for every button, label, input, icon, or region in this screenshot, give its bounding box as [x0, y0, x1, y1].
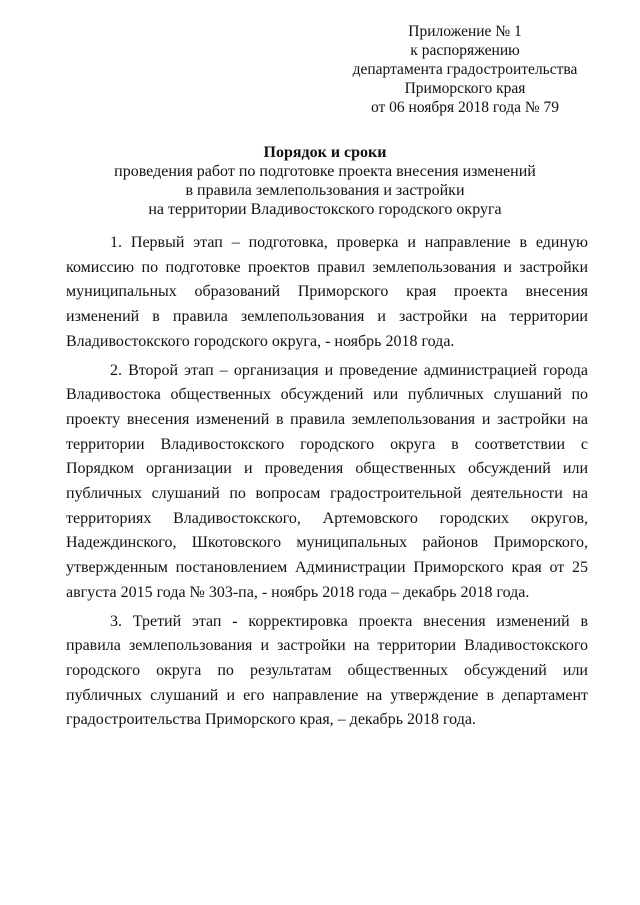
paragraph-stage-3: 3. Третий этап - корректировка проекта внесения изменений в правила землепользования и застройки на территории Владивостокского городского округа по результатам общественных обсуждений или публичных слушаний и его направление на утверждение в департамент градостроительства Приморского края, – декабрь 2018 года. — [66, 612, 588, 729]
document-subtitle-line-2: в правила землепользования и застройки — [185, 182, 465, 199]
appendix-block — [340, 22, 590, 117]
document-title: Порядок и сроки — [263, 144, 387, 161]
appendix-order-ref: к распоряжению — [410, 42, 520, 59]
appendix-number: Приложение № 1 — [408, 23, 522, 40]
appendix-region: Приморского края — [404, 80, 526, 97]
document-subtitle-line-1: проведения работ по подготовке проекта внесения изменений — [114, 163, 536, 180]
appendix-date-number: от 06 ноября 2018 года № 79 — [370, 99, 560, 116]
document-body — [66, 231, 588, 737]
paragraph-stage-1: 1. Первый этап – подготовка, проверка и направление в единую комиссию по подготовке проектов правил землепользования и застройки муниципальных образований Приморского края проекта внесения изменений в правила землепользования и застройки на территории Владивостокского городского округа, - ноябрь 2018 года. — [66, 234, 588, 350]
document-heading — [60, 143, 590, 219]
paragraph-stage-2: 2. Второй этап – организация и проведение администрацией города Владивостока общественных обсуждений или публичных слушаний по проекту внесения изменений в правила землепользования и застройки на территории Владивостокского городского округа в соответствии с Порядком организации и проведения общественных обсуждений или публичных слушаний по вопросам градостроительной деятельности на территориях Владивостокского, Артемовского городских округов, Надеждинского, Шкотовского муниципальных районов Приморского, утвержденным постановлением Администрации Приморского края от 25 августа 2015 года № 303-па, - ноябрь 2018 года – декабрь 2018 года. — [66, 361, 588, 601]
document-subtitle-line-3: на территории Владивостокского городского округа — [148, 201, 502, 218]
appendix-department: департамента градостроительства — [352, 61, 578, 78]
